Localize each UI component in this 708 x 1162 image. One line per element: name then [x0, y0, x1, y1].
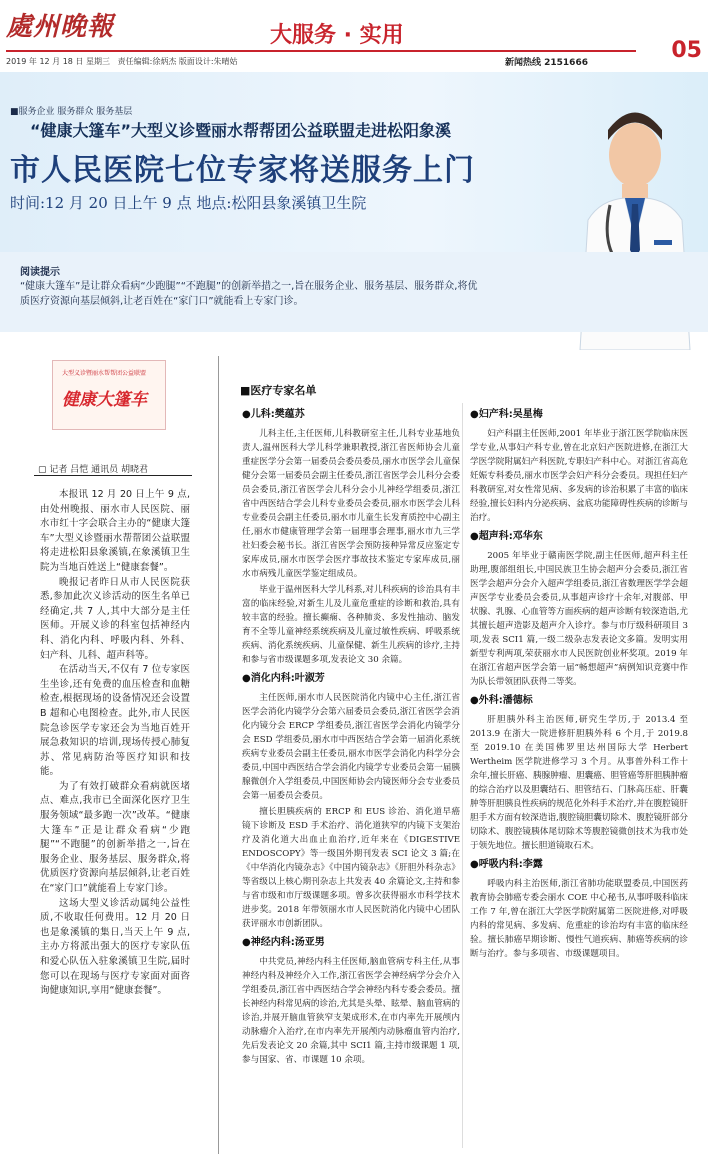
lead-title: 阅读提示	[20, 267, 60, 278]
expert-heading: ●妇产科:吴星梅	[470, 409, 543, 420]
article-body	[40, 488, 190, 999]
paper-name: 處州晚報	[6, 12, 115, 42]
article-subtitle: “健康大篷车”大型义诊暨丽水帮帮团公益联盟走进松阳象溪	[30, 121, 452, 140]
expert-paragraph: 肝胆胰外科主治医师,研究生学历,于 2013.4 至 2013.9 在浙大一院进修肝胆胰外科 6 个月,于 2019.8 至 2019.10 在美国佛罗里达州国际大学 Herbert Wertheim 医学院进修学习 3 个月。从事普外科工作十余年,擅长肝癌、胰腺肿瘤、胆囊癌、胆管癌等肝胆胰肿瘤的综合治疗以及胆囊结石、胆管结石、门脉高压症、肝囊肿等肝胆胰良性疾病的规范化外科手术治疗,并在腹腔镜肝胆手术方面有较深造诣,腹腔镜胆囊切除术、腹腔镜肝部分切除术、腹腔镜胰体尾切除术等腹腔镜微创技术为我市处于领先地位。擅长胆道镜取石术。	[470, 715, 688, 851]
expert-paragraph: 中共党员,神经内科主任医师,脑血管病专科主任,从事神经内科及神经介入工作,浙江省医学会神经病学分会介入学组委员,浙江省中西医结合学会神经内科专委会委员。擅长神经内科常见病的诊治,尤其是头晕、眩晕、脑血管病的诊治,并展开脑血管狭窄支架成形术,在市内率先开展颅内动脉瘤介入治疗,在市内率先开展颅内动脉瘤血管内治疗,先后发表论文 20 余篇,其中 SCI1 篇,主持市级课题 1 项,参与国家、省、市课题 10 余项。	[242, 957, 460, 1065]
page-number: 05	[671, 38, 702, 63]
expert-column-b	[470, 403, 688, 963]
logo-tagline: 大型义诊暨丽水帮帮团公益联盟	[62, 370, 147, 377]
article-paragraph: 为了有效打破群众看病就医堵点、难点,我市已全面深化医疗卫生服务领域“最多跑一次”改革。“健康大篷车”正是让群众看病“少跑腿”“不跑腿”的创新举措之一,旨在服务企业、服务基层、服务群众,将优质医疗资源向基层倾斜,让老百姓在“家门口”就能看上专家门诊。	[40, 780, 190, 895]
expert-paragraph: 毕业于温州医科大学儿科系,对儿科疾病的诊治具有丰富的临床经验,对新生儿及儿童危重症的诊断和救治,具有较丰富的经验。擅长癫痫、各种肺炎、多发性抽动、脑发育不全等儿童神经系统疾病及儿童过敏性疾病、呼吸系统疾病、消化系统疾病、儿童保健、新生儿疾病的诊疗,主持和参与省市级课题多项,发表论文 30 余篇。	[242, 585, 460, 665]
expert-paragraph: 2005 年毕业于赣南医学院,副主任医师,超声科主任助理,腹部组组长,中国民族卫生协会超声分会委员,浙江省医学会超声分会介入超声学组委员,浙江省数理医学学会超声医学专业委员会委员,从事超声诊疗十余年,对腹部、甲状腺、乳腺、心血管等方面疾病的超声诊断有较深造诣,尤其擅长超声造影及超声介入诊疗。参与市厅级科研项目 3 项,发表 SCI1 篇,一级二级杂志发表论文多篇。发明实用新型专利两项,荣获丽水市人民医院创业杯奖项。2019 年在浙江省超声医学会第一届“畅想超声”病例知识竞赛中作为队长带领团队获得二等奖。	[470, 551, 688, 687]
expert-paragraph: 呼吸内科主治医师,浙江省肺功能联盟委员,中国医药教育协会肺癌专委会丽水 COE 中心秘书,从事呼吸科临床工作 7 年,曾在浙江大学医学院附属第二医院进修,对呼吸内科的常见病、多发病、危重症的诊治均有丰富的临床经验。擅长肺癌早期诊断、慢性气道疾病、肺癌等疾病的诊断与治疗。参与多项省、市级课题项目。	[470, 879, 688, 959]
column-divider	[462, 403, 463, 1148]
expert-paragraph: 擅长胆胰疾病的 ERCP 和 EUS 诊治、消化道早癌镜下诊断及 ESD 手术治疗、消化道狭窄的内镜下支架治疗及消化道大出血止血治疗,近年来在《DIGESTIVE ENDOSCOPY》等一级国外期刊发表 SCI 论文 3 篇;在《中华消化内镜杂志》《中国内镜杂志》《肝胆外科杂志》等省级以上核心期刊杂志上共发表 40 余篇论文,主持和参与省市级和市厅级课题多项。曾多次获得丽水市科学技术进步奖。2018 年带领丽水市人民医院消化内镜中心团队获评丽水市创新团队。	[242, 807, 460, 929]
expert-list-title: ■医疗专家名单	[240, 384, 317, 397]
article-paragraph: 晚报记者昨日从市人民医院获悉,参加此次义诊活动的医生名单已经确定,共 7 人,其中大部分是主任医师。开展义诊的科室包括神经内科、消化内科、呼吸内科、外科、妇产科、儿科、超声科等。	[40, 576, 190, 661]
expert-heading: ●消化内科:叶淑芳	[242, 673, 325, 684]
article-paragraph: 本报讯 12 月 20 日上午 9 点,由处州晚报、丽水市人民医院、丽水市红十字会联合主办的“健康大篷车”大型义诊暨丽水帮帮团公益联盟将走进松阳县象溪镇,在象溪镇卫生院为当地百姓送上“健康套餐”。	[40, 489, 190, 573]
header-info	[6, 56, 238, 67]
news-hotline: 新闻热线 2151666	[505, 58, 588, 68]
time-place: 时间:12 月 20 日上午 9 点 地点:松阳县象溪镇卫生院	[10, 194, 367, 212]
section-tags: ■服务企业 服务群众 服务基层	[10, 107, 133, 117]
article-paragraph: 在活动当天,不仅有 7 位专家医生坐诊,还有免费的血压检查和血糖检查,根据现场的设备情况还会设置 B 超和心电图检查。此外,市人民医院急诊医学专家还会为当地百姓开展急救知识的培训,现场传授心肺复苏、常见病防治等医疗知识和技能。	[40, 664, 190, 778]
expert-heading: ●呼吸内科:李露	[470, 859, 543, 870]
lead-text: “健康大篷车”是让群众看病“少跑腿”“不跑腿”的创新举措之一,旨在服务企业、服务基层、服务群众,将优质医疗资源向基层倾斜,让老百姓在“家门口”就能看上专家门诊。	[20, 281, 478, 307]
article-headline: 市人民医院七位专家将送服务上门	[10, 153, 475, 188]
byline: ▢ 记者 吕恺 通讯员 胡晓君	[38, 465, 148, 475]
expert-heading: ●儿科:樊蕴苏	[242, 409, 305, 420]
expert-paragraph: 主任医师,丽水市人民医院消化内镜中心主任,浙江省医学会消化内镜学分会第六届委员会委员,浙江省医学会消化内镜分会 ERCP 学组委员,浙江省医学会消化内镜学分会 ESD 学组委员,丽水市中西医结合学会第一届消化系统疾病专业委员会副主任委员,丽水市医学会消化内科学分会委员,中国中西医结合学会消化内镜学专业委员会第一届胰腺微创介入学组委员,中国医师协会内镜医师分会专业委员会第一届委员会委员。	[242, 693, 460, 801]
byline-rule	[34, 475, 192, 476]
issue-date: 2019 年 12 月 18 日 星期三	[6, 57, 110, 66]
column-divider	[218, 356, 219, 1154]
expert-heading: ●神经内科:汤亚男	[242, 937, 325, 948]
top-rule	[6, 50, 636, 52]
editors: 责任编辑:徐炳杰 版面设计:朱晴姑	[117, 57, 238, 66]
section-title: 大服务 · 实用	[270, 23, 404, 48]
expert-paragraph: 妇产科副主任医师,2001 年毕业于浙江医学院临床医学专业,从事妇产科专业,曾在北京妇产医院进修,在浙江大学医学院附属妇产科医院,专职妇产科中心。对浙江省高危妊娠专科委员,丽水市医学会妇产科分会委员。现担任妇产科教研室,对女性常见病、多发病的诊治积累了丰富的临床经验,擅长妇科内分泌疾病、盆底功能障碍性疾病的诊断与治疗。	[470, 429, 688, 523]
logo-text: 健康大篷车	[62, 390, 147, 410]
article-paragraph: 这场大型义诊活动属纯公益性质,不收取任何费用。12 月 20 日也是象溪镇的集日,当天上午 9 点,主办方将派出强大的医疗专家队伍和爱心队伍入驻象溪镇卫生院,届时您可以在现场与医疗专家面对面咨询健康知识,享用“健康套餐”。	[40, 897, 190, 997]
expert-heading: ●超声科:邓华东	[470, 531, 543, 542]
expert-paragraph: 儿科主任,主任医师,儿科教研室主任,儿科专业基地负责人,温州医科大学儿科学兼职教授,浙江省医师协会儿童重症医学分会第一届委员会委员委员,丽水市医学会儿童保健分会第一届委员会副主任委员,浙江省医学会儿科分会委员会委员,浙江省医学会儿科分会小儿神经学组委员,浙江省中西医结合学会儿科专业委员会委员,丽水市医学会儿科专业委员会副主任委员,丽水市儿童生长发育质控中心副主任,丽水市健康管理学会第一届理事会理事,丽水市九三学社妇委会秘书长。浙江省医学会预防接种异常反应鉴定专家库成员,丽水市医学会医疗事故技术鉴定专家库成员,丽水市病残儿童医学鉴定组成员。	[242, 429, 460, 579]
expert-heading: ●外科:潘德标	[470, 695, 533, 706]
expert-column-a	[242, 403, 460, 1069]
